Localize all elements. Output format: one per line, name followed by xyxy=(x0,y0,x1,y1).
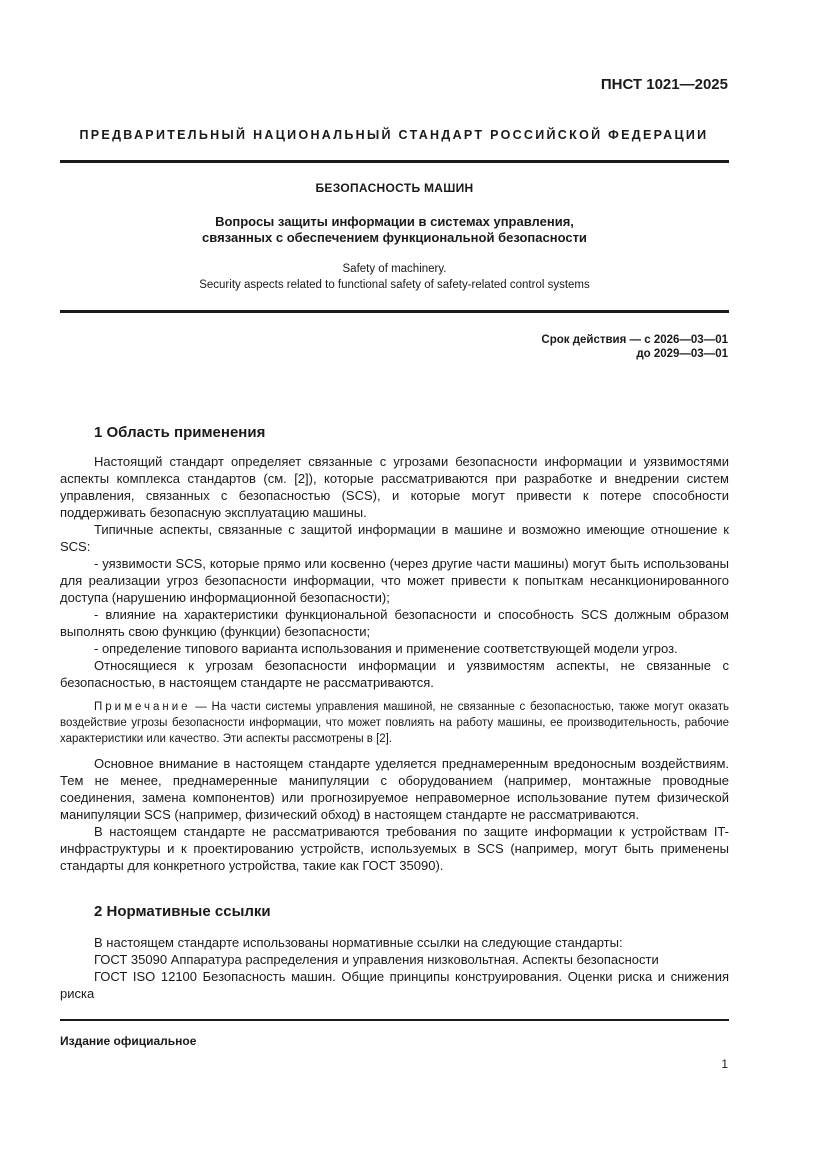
paragraph: Типичные аспекты, связанные с защитой информации в машине и возможно имеющие отношение к SCS: xyxy=(60,522,729,554)
english-title-line-2: Security aspects related to functional safety of safety-related control systems xyxy=(199,279,590,291)
reference-item: ГОСТ ISO 12100 Безопасность машин. Общие принципы конструирования. Оценки риска и снижения риска xyxy=(60,969,729,1001)
paragraph: В настоящем стандарте не рассматриваются требования по защите информации к устройствам IT-инфраструктуры и к проектированию устройств, используемых в SCS (например, могут быть применены стандарты для конкретного устройства, такие как ГОСТ 35090). xyxy=(60,824,729,873)
note-text: — На части системы управления машиной, не связанные с безопасностью, также могут оказать воздействие угрозы безопасности информации, что может повлиять на работу машины, ее производительность, рабочие характеристики или качество. Эти аспекты рассмотрены в [2]. xyxy=(60,701,729,745)
validity-end: до 2029—03—01 xyxy=(636,348,728,360)
list-item: - уязвимости SCS, которые прямо или косвенно (через другие части машины) могут быть использованы для реализации угроз безопасности информации, что может привести к попыткам несанкционированного доступа (нарушению информационной безопасности); xyxy=(60,556,729,605)
note xyxy=(60,699,729,747)
list-item: - определение типового варианта использования и применение соответствующей модели угроз. xyxy=(94,641,678,656)
subject-title: БЕЗОПАСНОСТЬ МАШИН xyxy=(315,181,474,195)
standard-type-title: ПРЕДВАРИТЕЛЬНЫЙ НАЦИОНАЛЬНЫЙ СТАНДАРТ РОССИЙСКОЙ ФЕДЕРАЦИИ xyxy=(79,128,709,142)
paragraph: Основное внимание в настоящем стандарте уделяется преднамеренным вредоносным воздействиям. Тем не менее, преднамеренные манипуляции с оборудованием (например, монтажные проводные соединения, замена компонентов) или прогнозируемое неправомерное использование путем физической манипуляции SCS (например, физический обход) в настоящем стандарте не рассматриваются. xyxy=(60,756,729,822)
section-2-body xyxy=(60,934,729,1002)
russian-title-line-2: связанных с обеспечением функциональной безопасности xyxy=(202,230,587,245)
russian-title-line-1: Вопросы защиты информации в системах управления, xyxy=(215,214,574,229)
validity-period xyxy=(541,333,728,361)
section-2-heading: 2 Нормативные ссылки xyxy=(94,903,271,920)
section-1-heading: 1 Область применения xyxy=(94,424,266,441)
reference-item: ГОСТ 35090 Аппаратура распределения и управления низковольтная. Аспекты безопасности xyxy=(94,952,659,967)
paragraph: В настоящем стандарте использованы нормативные ссылки на следующие стандарты: xyxy=(94,935,623,950)
paragraph: Относящиеся к угрозам безопасности информации и уязвимостям аспекты, не связанные с безопасностью, в настоящем стандарте не рассматриваются. xyxy=(60,658,729,690)
note-label: Примечание xyxy=(94,701,191,713)
validity-start: Срок действия — с 2026—03—01 xyxy=(541,334,728,346)
page-number: 1 xyxy=(721,1057,728,1071)
edition-label: Издание официальное xyxy=(60,1034,197,1048)
title-bottom-rule xyxy=(60,310,729,313)
list-item: - влияние на характеристики функциональной безопасности и способность SCS должным образом выполнять свою функцию (функции) безопасности; xyxy=(60,607,729,639)
english-title xyxy=(60,261,729,293)
document-number: ПНСТ 1021—2025 xyxy=(600,76,728,93)
top-rule xyxy=(60,160,729,163)
paragraph: Настоящий стандарт определяет связанные с угрозами безопасности информации и уязвимостями аспекты комплекса стандартов (см. [2]), которые рассматриваются при разработке и внедрении систем управления, связанных с безопасностью (SCS), и которые могут привести к потере способности поддерживать безопасную эксплуатацию машины. xyxy=(60,454,729,520)
english-title-line-1: Safety of machinery. xyxy=(342,263,447,275)
russian-title xyxy=(60,214,729,246)
section-1-body xyxy=(60,453,729,874)
footer-rule xyxy=(60,1019,729,1021)
